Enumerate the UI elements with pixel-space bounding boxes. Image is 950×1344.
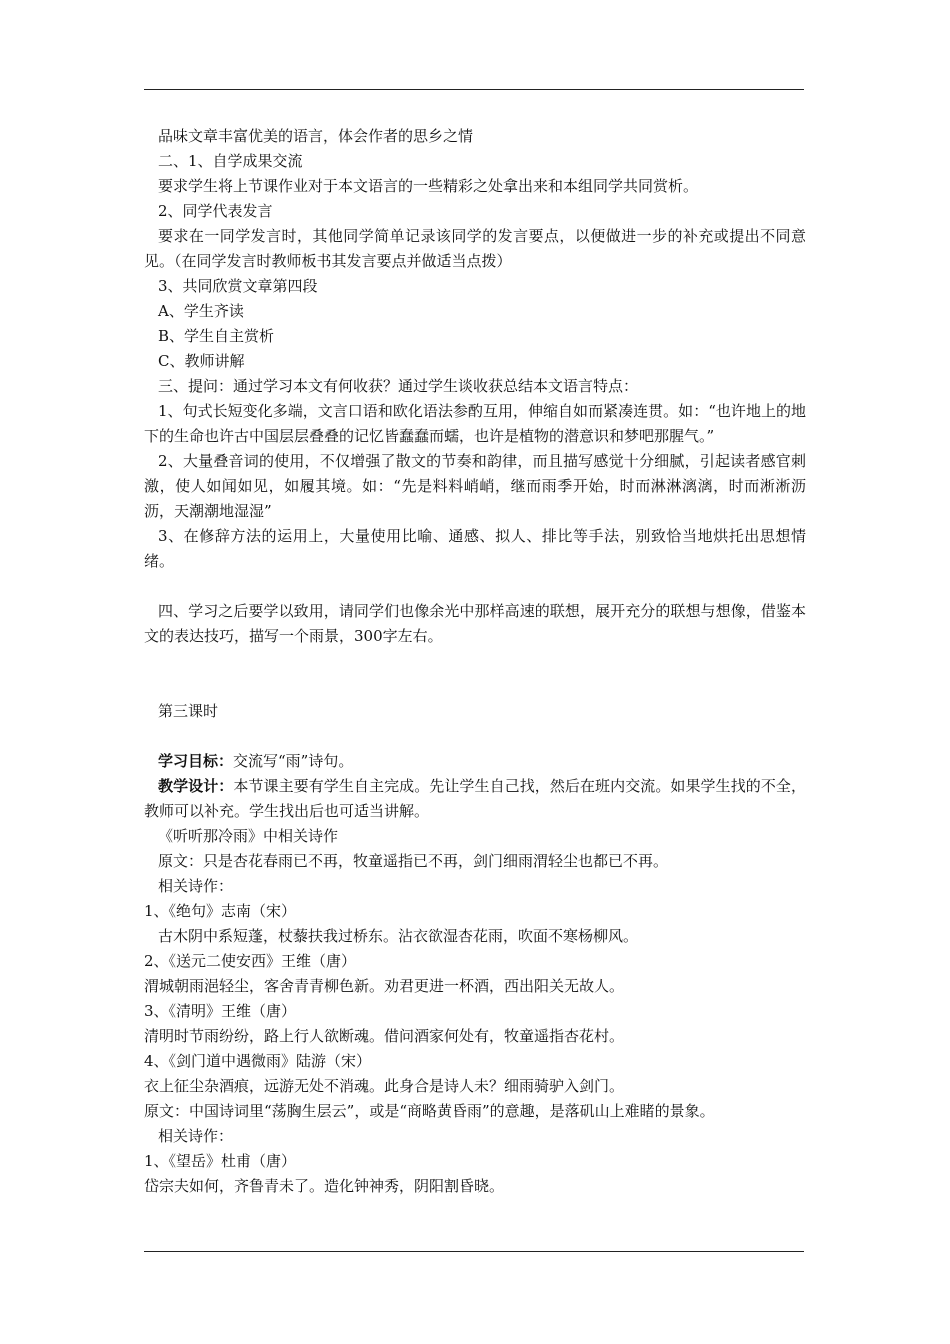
text-line: 原文：中国诗词里“荡胸生层云”，或是“商略黄昏雨”的意趣，是落矶山上难睹的景象。 — [144, 1102, 715, 1120]
text-line: 相关诗作： — [158, 877, 234, 895]
poem-line: 岱宗夫如何，齐鲁青未了。造化钟神秀，阴阳割昏晓。 — [144, 1177, 505, 1195]
text-paragraph: 3、在修辞方法的运用上，大量使用比喻、通感、拟人、排比等手法，别致恰当地烘托出思想情绪。 — [144, 527, 806, 570]
goal-text: 交流写“雨”诗句。 — [233, 752, 354, 770]
text-paragraph: 要求在一同学发言时，其他同学简单记录该同学的发言要点，以便做进一步的补充或提出不同意见。（在同学发言时教师板书其发言要点并做适当点拨） — [144, 227, 806, 270]
poem-line: 渭城朝雨浥轻尘，客舍青青柳色新。劝君更进一杯酒，西出阳关无故人。 — [144, 977, 625, 995]
footer-rule — [144, 1251, 804, 1252]
document-body — [144, 124, 806, 1199]
text-line: 3、《清明》王维（唐） — [144, 1002, 297, 1020]
text-line: 原文：只是杏花春雨已不再，牧童遥指已不再，剑门细雨渭轻尘也都已不再。 — [158, 852, 669, 870]
text-line: 相关诗作： — [158, 1127, 234, 1145]
text-line: 《听听那冷雨》中相关诗作 — [158, 827, 339, 845]
section-title: 第三课时 — [158, 702, 219, 720]
poem-line: 古木阴中系短蓬，杖藜扶我过桥东。沾衣欲湿杏花雨，吹面不寒杨柳风。 — [158, 927, 639, 945]
goal-label: 学习目标： — [158, 752, 234, 770]
text-paragraph: 1、句式长短变化多端，文言口语和欧化语法参酌互用，伸缩自如而紧凑连贯。如：“也许地上的地下的生命也许古中国层层叠叠的记忆皆蠢蠢而蠕，也许是植物的潜意识和梦吧那腥气。” — [144, 402, 806, 445]
text-line: A、学生齐读 — [158, 302, 244, 320]
header-rule — [144, 89, 804, 90]
design-text: 本节课主要有学生自主完成。先让学生自己找，然后在班内交流。如果学生找的不全，教师可以补充。学生找出后也可适当讲解。 — [144, 777, 806, 820]
blank-line — [144, 724, 806, 749]
text-line: 2、《送元二使安西》王维（唐） — [144, 952, 357, 970]
blank-line — [144, 674, 806, 699]
design-label: 教学设计： — [158, 777, 234, 795]
text-line: 三、提问：通过学习本文有何收获？通过学生谈收获总结本文语言特点： — [158, 377, 639, 395]
poem-line: 衣上征尘杂酒痕，远游无处不消魂。此身合是诗人未？细雨骑驴入剑门。 — [144, 1077, 625, 1095]
text-line: C、教师讲解 — [158, 352, 245, 370]
text-line: 1、《绝句》志南（宋） — [144, 902, 297, 920]
text-paragraph: 四、学习之后要学以致用，请同学们也像余光中那样高速的联想，展开充分的联想与想像，借鉴本文的表达技巧，描写一个雨景，300字左右。 — [144, 602, 806, 645]
poem-line: 清明时节雨纷纷，路上行人欲断魂。借问酒家何处有，牧童遥指杏花村。 — [144, 1027, 625, 1045]
blank-line — [144, 574, 806, 599]
text-line: 3、共同欣赏文章第四段 — [158, 277, 318, 295]
text-line: 要求学生将上节课作业对于本文语言的一些精彩之处拿出来和本组同学共同赏析。 — [158, 177, 699, 195]
text-line: B、学生自主赏析 — [158, 327, 275, 345]
text-line: 2、同学代表发言 — [158, 202, 273, 220]
blank-line — [144, 649, 806, 674]
teaching-design — [144, 774, 806, 824]
text-line: 二、1、自学成果交流 — [158, 152, 303, 170]
text-paragraph: 2、大量叠音词的使用，不仅增强了散文的节奏和韵律，而且描写感觉十分细腻，引起读者感官刺激，使人如闻如见，如履其境。如：“先是料料峭峭，继而雨季开始，时而淋淋漓漓，时而淅淅沥沥，天潮潮地湿湿” — [144, 452, 806, 520]
learning-goal — [144, 749, 806, 774]
text-line: 4、《剑门道中遇微雨》陆游（宋） — [144, 1052, 372, 1070]
text-line: 品味文章丰富优美的语言，体会作者的思乡之情 — [158, 127, 474, 145]
text-line: 1、《望岳》杜甫（唐） — [144, 1152, 297, 1170]
